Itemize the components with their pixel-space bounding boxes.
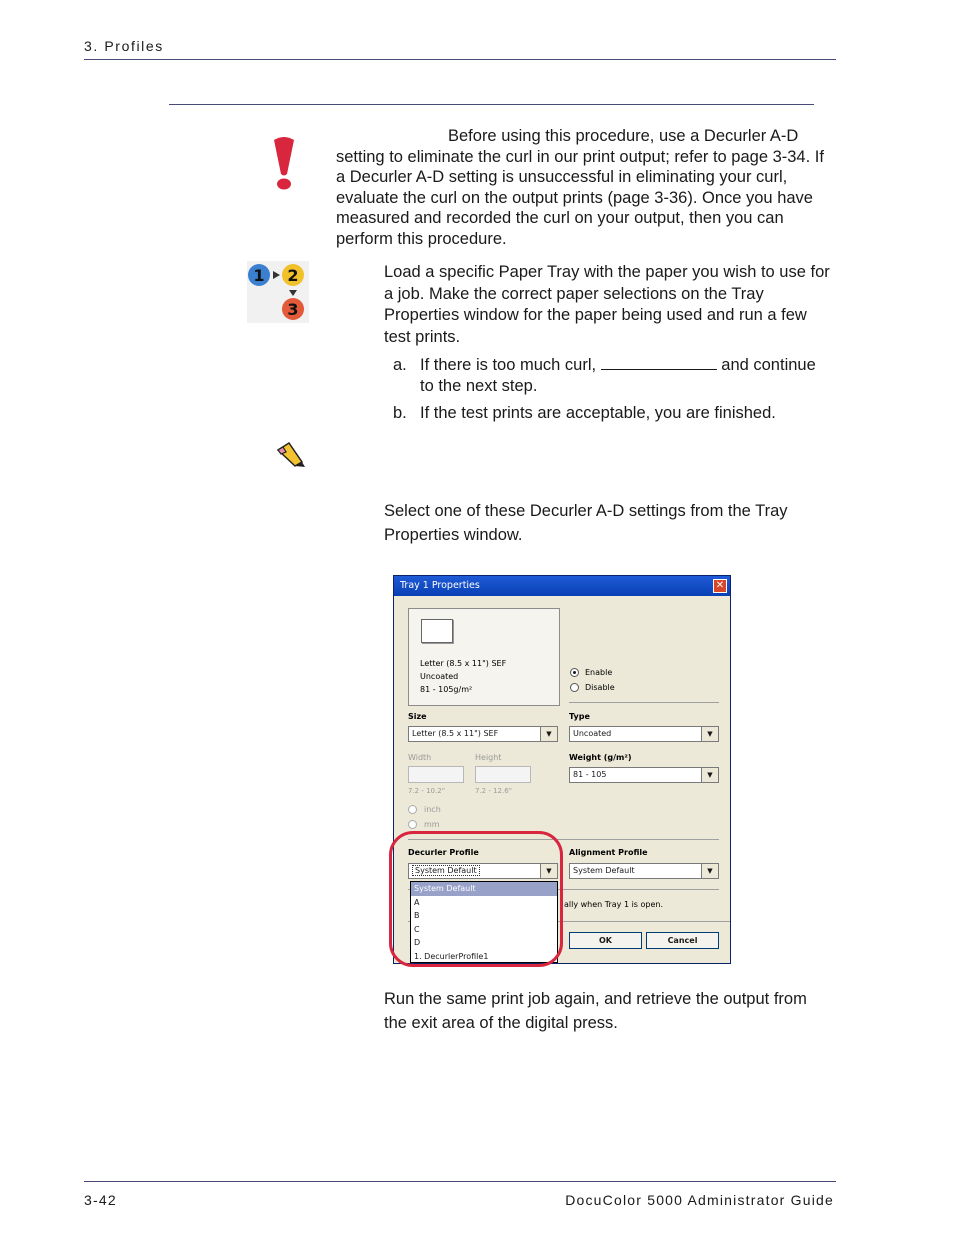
size-label: Size xyxy=(408,712,427,721)
alignment-combo[interactable] xyxy=(569,863,719,879)
disable-radio[interactable] xyxy=(570,683,579,692)
disable-label: Disable xyxy=(585,683,615,692)
height-label: Height xyxy=(475,753,502,762)
paper-type-desc: Uncoated xyxy=(420,672,459,681)
alignment-label: Alignment Profile xyxy=(569,848,648,857)
size-value: Letter (8.5 x 11") SEF xyxy=(412,729,499,738)
ok-button[interactable]: OK xyxy=(569,932,642,949)
height-input[interactable] xyxy=(475,766,531,783)
guide-title: DocuColor 5000 Administrator Guide xyxy=(565,1192,834,1208)
sub-step-b: If the test prints are acceptable, you are finished. xyxy=(420,404,776,422)
decurler-label: Decurler Profile xyxy=(408,848,479,857)
steps-icon xyxy=(247,261,309,328)
sub-step-b-marker: b. xyxy=(393,404,407,422)
step-3-text: Run the same print job again, and retrieve the output from the exit area of the digital press. xyxy=(384,990,807,1032)
chapter-header: 3. Profiles xyxy=(84,38,164,54)
enable-radio[interactable] xyxy=(570,668,579,677)
section-rule xyxy=(169,104,814,105)
highlight-ring xyxy=(389,831,563,967)
width-input[interactable] xyxy=(408,766,464,783)
close-icon[interactable]: ✕ xyxy=(713,579,727,593)
weight-value: 81 - 105 xyxy=(573,770,607,779)
paper-weight-desc: 81 - 105g/m² xyxy=(420,685,473,694)
caution-icon xyxy=(270,136,298,197)
cancel-button[interactable]: Cancel xyxy=(646,932,719,949)
header-rule xyxy=(84,59,836,60)
decurler-value: System Default xyxy=(412,865,480,876)
paper-preview-panel xyxy=(408,608,560,706)
step-2-text: Select one of these Decurler A-D settings from the Tray Properties window. xyxy=(384,502,788,544)
dropdown-option[interactable]: D xyxy=(414,938,421,947)
size-combo[interactable] xyxy=(408,726,558,742)
sub-step-a-pre: If there is too much curl, xyxy=(420,356,597,374)
dropdown-option[interactable]: 1. DecurlerProfile1 xyxy=(414,951,489,961)
type-combo[interactable] xyxy=(569,726,719,742)
type-label: Type xyxy=(569,712,590,721)
width-range: 7.2 - 10.2" xyxy=(408,787,445,795)
type-value: Uncoated xyxy=(573,729,612,738)
dropdown-option[interactable]: System Default xyxy=(411,882,557,896)
width-label: Width xyxy=(408,753,432,762)
chevron-down-icon: ▼ xyxy=(701,727,718,741)
mm-radio[interactable] xyxy=(408,820,417,829)
tray-open-note: ally when Tray 1 is open. xyxy=(564,900,664,909)
separator xyxy=(569,702,719,703)
chevron-down-icon: ▼ xyxy=(701,768,718,782)
dropdown-option[interactable]: B xyxy=(414,911,420,920)
pencil-note-icon xyxy=(275,438,307,473)
footer-rule xyxy=(84,1181,836,1182)
step-1-text: Load a specific Paper Tray with the paper you wish to use for a job. Make the correct paper selections on the Tray Properties window for the paper being used and run a few test prints. xyxy=(384,263,830,346)
alignment-value: System Default xyxy=(573,866,635,875)
dropdown-option[interactable]: C xyxy=(414,924,420,934)
sub-step-a-marker: a. xyxy=(393,356,407,374)
inch-radio[interactable] xyxy=(408,805,417,814)
height-range: 7.2 - 12.6" xyxy=(475,787,512,795)
svg-text:2: 2 xyxy=(287,266,299,285)
enable-label: Enable xyxy=(585,668,613,677)
dialog-title: Tray 1 Properties xyxy=(394,576,730,596)
chevron-down-icon: ▼ xyxy=(540,864,557,878)
weight-combo[interactable] xyxy=(569,767,719,783)
sub-step-a xyxy=(420,355,834,396)
svg-text:3: 3 xyxy=(287,300,299,319)
dropdown-option[interactable]: A xyxy=(414,897,420,907)
sub-step-a-post: and continue to the next step. xyxy=(420,356,816,395)
weight-label: Weight (g/m²) xyxy=(569,753,632,762)
mm-label: mm xyxy=(424,820,440,829)
chevron-down-icon: ▼ xyxy=(540,727,557,741)
blank-line xyxy=(601,355,717,370)
chevron-down-icon: ▼ xyxy=(701,864,718,878)
svg-text:1: 1 xyxy=(253,266,265,285)
paper-size-desc: Letter (8.5 x 11") SEF xyxy=(420,659,507,668)
caution-paragraph: Before using this procedure, use a Decurler A-D setting to eliminate the curl in our print output; refer to page 3-34. If a Decurler A-D setting is unsuccessful in eliminating your curl, evaluate the curl on the output prints (page 3-36). Once you have measured and recorded the curl on your output, then you can perform this procedure. xyxy=(336,127,824,248)
page-number: 3-42 xyxy=(84,1192,117,1208)
inch-label: inch xyxy=(424,805,441,814)
paper-thumbnail xyxy=(421,619,453,643)
